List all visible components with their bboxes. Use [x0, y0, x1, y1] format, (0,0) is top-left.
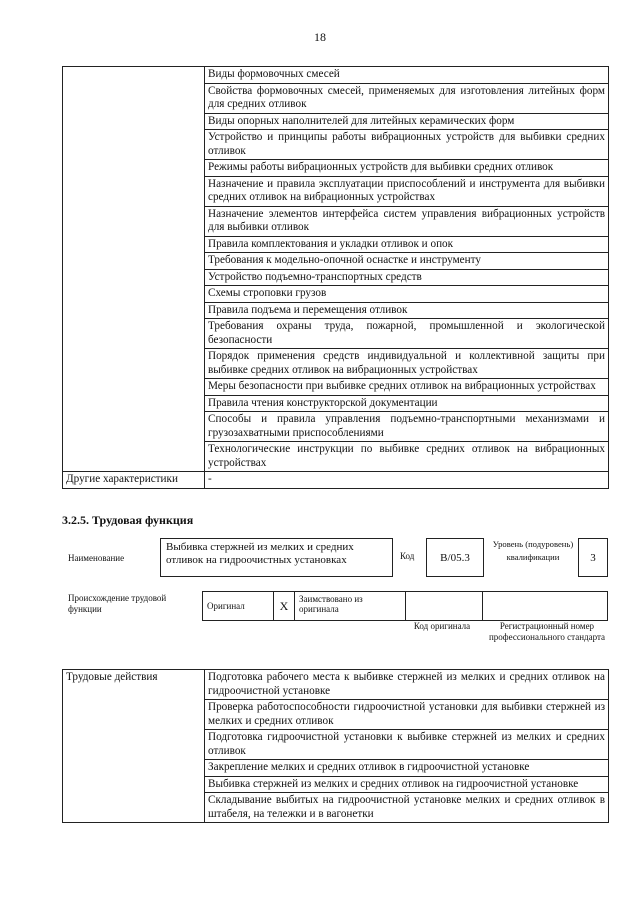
- reg-number-cell: [483, 592, 608, 621]
- knowledge-row-text: Требования охраны труда, пожарной, промышленной и экологической безопасности: [205, 319, 609, 349]
- code-label: Код: [400, 551, 415, 561]
- knowledge-row-group-label: [63, 67, 205, 472]
- original-mark-cell: X: [274, 592, 295, 621]
- knowledge-row-text: Режимы работы вибрационных устройств для выбивки средних отливок: [205, 160, 609, 177]
- action-row-text: Выбивка стержней из мелких и средних отливок на гидроочистной установке: [205, 776, 609, 793]
- knowledge-row-text: Правила комплектования и укладки отливок и опок: [205, 236, 609, 253]
- knowledge-row-text: Виды формовочных смесей: [205, 67, 609, 84]
- knowledge-row-text: Меры безопасности при выбивке средних отливок на вибрационных устройствах: [205, 379, 609, 396]
- other-characteristics-value: -: [205, 472, 609, 489]
- knowledge-row-text: Назначение элементов интерфейса систем управления вибрационных устройств для выбивки отливок: [205, 206, 609, 236]
- code-original-cell: [406, 592, 483, 621]
- action-row-text: Проверка работоспособности гидроочистной установки для выбивки стержней из мелких и средних отливок: [205, 700, 609, 730]
- section-title: 3.2.5. Трудовая функция: [62, 513, 194, 527]
- action-row-text: Подготовка рабочего места к выбивке стержней из мелких и средних отливок на гидроочистной установке: [205, 670, 609, 700]
- knowledge-row-text: Схемы строповки грузов: [205, 286, 609, 303]
- action-row: [63, 670, 609, 700]
- reg-number-label: Регистрационный номер профессионального стандарта: [488, 621, 606, 642]
- knowledge-row-text: Порядок применения средств индивидуальной и коллективной защиты при выбивке средних отливок на вибрационных устройствах: [205, 349, 609, 379]
- borrowed-cell: Заимствовано из оригинала: [295, 592, 406, 621]
- name-label: Наименование: [68, 553, 125, 563]
- knowledge-table: [62, 66, 609, 489]
- knowledge-row-text: Способы и правила управления подъемно-транспортными механизмами и грузозахватными приспособлениями: [205, 412, 609, 442]
- other-characteristics-row: [63, 472, 609, 489]
- knowledge-row-text: Правила подъема и перемещения отливок: [205, 302, 609, 319]
- other-characteristics-label: Другие характеристики: [63, 472, 205, 489]
- knowledge-row-text: Требования к модельно-опочной оснастке и инструменту: [205, 253, 609, 270]
- knowledge-row-text: Устройство подъемно-транспортных средств: [205, 269, 609, 286]
- qualification-level-box: 3: [578, 538, 608, 577]
- origin-table: [202, 591, 608, 621]
- knowledge-row-text: Свойства формовочных смесей, применяемых для изготовления литейных форм для средних отливок: [205, 83, 609, 113]
- action-row-text: Закрепление мелких и средних отливок в гидроочистной установке: [205, 760, 609, 777]
- knowledge-row-text: Технологические инструкции по выбивке средних отливок на вибрационных устройствах: [205, 442, 609, 472]
- knowledge-row-text: Виды опорных наполнителей для литейных керамических форм: [205, 113, 609, 130]
- function-name-box: Выбивка стержней из мелких и средних отливок на гидроочистных установках: [160, 538, 393, 577]
- knowledge-row: [63, 67, 609, 84]
- function-code-box: B/05.3: [426, 538, 484, 577]
- action-row-text: Подготовка гидроочистной установки к выбивке стержней из мелких и средних отливок: [205, 730, 609, 760]
- knowledge-row-text: Назначение и правила эксплуатации приспособлений и инструмента для выбивки средних отливок на вибрационных устройствах: [205, 176, 609, 206]
- action-row-text: Складывание выбитых на гидроочистной установке мелких и средних отливок в штабеля, на тележки и в вагонетки: [205, 793, 609, 823]
- origin-label: Происхождение трудовой функции: [68, 593, 167, 614]
- code-original-label: Код оригинала: [413, 621, 471, 631]
- knowledge-row-text: Устройство и принципы работы вибрационных устройств для выбивки средних отливок: [205, 130, 609, 160]
- knowledge-row-text: Правила чтения конструкторской документации: [205, 395, 609, 412]
- page-number: 18: [314, 30, 326, 44]
- qualification-level-label: Уровень (подуровень) квалификации: [492, 539, 574, 562]
- actions-table: [62, 669, 609, 823]
- action-row-group-label: Трудовые действия: [63, 670, 205, 823]
- original-cell: Оригинал: [203, 592, 274, 621]
